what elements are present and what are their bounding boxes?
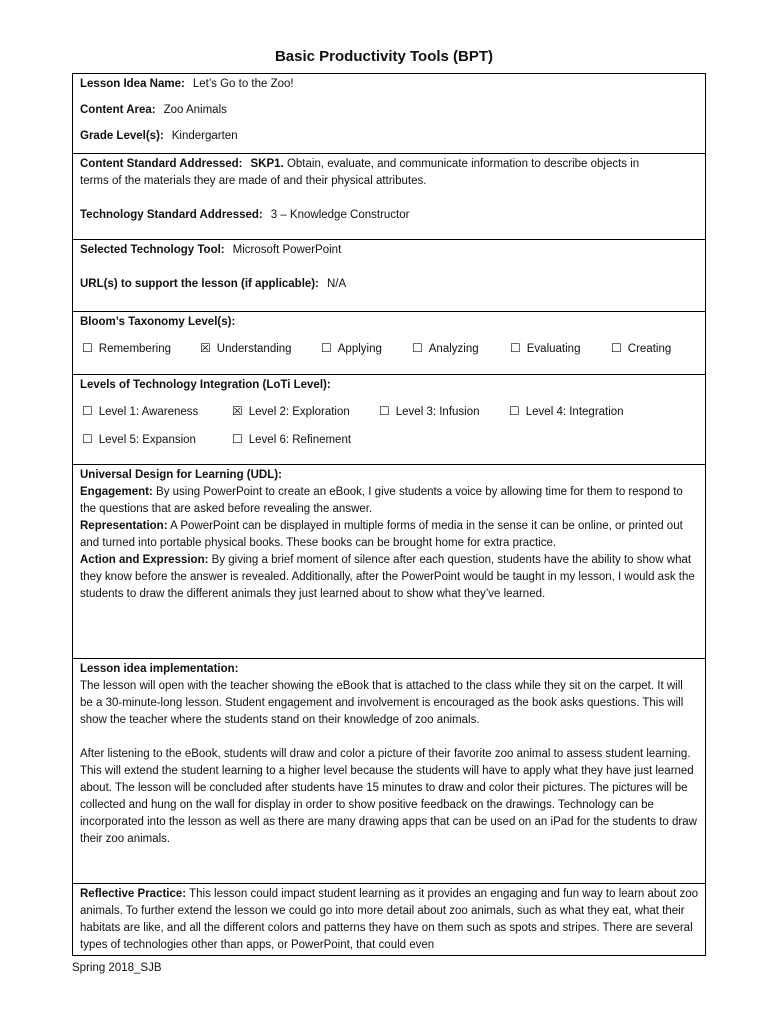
lesson-idea-label: Lesson Idea Name: — [80, 78, 185, 90]
blooms-option-label: Analyzing — [428, 343, 479, 355]
blooms-label: Bloom’s Taxonomy Level(s): — [80, 316, 236, 328]
checkbox-unchecked-icon[interactable]: ☐ — [82, 341, 93, 355]
content-standard-row-2 — [80, 173, 698, 190]
loti-option-level-6[interactable] — [232, 431, 351, 449]
checkbox-unchecked-icon[interactable]: ☐ — [232, 432, 243, 446]
blooms-option-evaluating[interactable] — [510, 340, 580, 358]
loti-option-label: Level 2: Exploration — [248, 406, 350, 418]
content-area-value: Zoo Animals — [163, 104, 227, 116]
grade-level-row — [80, 128, 698, 145]
loti-option-label: Level 4: Integration — [525, 406, 624, 418]
grade-level-value: Kindergarten — [171, 130, 238, 142]
tech-standard-row — [80, 207, 698, 224]
loti-option-label: Level 6: Refinement — [248, 434, 352, 446]
checkbox-unchecked-icon[interactable]: ☐ — [510, 341, 521, 355]
implementation-heading: Lesson idea implementation: — [80, 663, 239, 675]
content-standard-text-1: Obtain, evaluate, and communicate information to describe objects in — [286, 158, 640, 170]
checkbox-unchecked-icon[interactable]: ☐ — [321, 341, 332, 355]
blooms-option-label: Remembering — [98, 343, 171, 355]
content-standard-label: Content Standard Addressed: — [80, 158, 243, 170]
udl-engagement-label: Engagement: — [80, 486, 153, 498]
checkbox-unchecked-icon[interactable]: ☐ — [412, 341, 423, 355]
blooms-option-label: Applying — [337, 343, 382, 355]
paragraph-spacer — [80, 729, 698, 746]
loti-option-level-1[interactable] — [82, 403, 198, 421]
checkbox-checked-icon[interactable]: ☒ — [200, 341, 211, 355]
content-area-label: Content Area: — [80, 104, 156, 116]
checkbox-unchecked-icon[interactable]: ☐ — [611, 341, 622, 355]
udl-engagement — [80, 484, 698, 518]
loti-option-level-4[interactable] — [509, 403, 624, 421]
loti-option-level-2[interactable] — [232, 403, 350, 421]
lesson-info-section — [73, 74, 705, 154]
blooms-option-analyzing[interactable] — [412, 340, 479, 358]
tool-value: Microsoft PowerPoint — [232, 244, 342, 256]
blooms-option-label: Evaluating — [526, 343, 581, 355]
loti-option-level-3[interactable] — [379, 403, 480, 421]
checkbox-unchecked-icon[interactable]: ☐ — [379, 404, 390, 418]
reflective-text: This lesson could impact student learning as it provides an engaging and fun way to learn about zoo animals. To further extend the lesson we could go into more detail about zoo animals, such as what they eat, what their habitats are like, and all the different colors and patterns they have on them such as spots and stripes. There are several types of technologies other than apps, or PowerPoint, that could even — [80, 888, 698, 951]
reflective-label: Reflective Practice: — [80, 888, 187, 900]
checkbox-checked-icon[interactable]: ☒ — [232, 404, 243, 418]
implementation-section — [73, 659, 705, 884]
lesson-idea-row — [80, 76, 698, 93]
content-standard-text-2: terms of the materials they are made of and their physical attributes. — [80, 175, 427, 187]
udl-section — [73, 465, 705, 659]
loti-option-label: Level 1: Awareness — [98, 406, 199, 418]
tool-label: Selected Technology Tool: — [80, 244, 225, 256]
udl-representation-label: Representation: — [80, 520, 168, 532]
loti-label: Levels of Technology Integration (LoTi Level): — [80, 379, 331, 391]
standards-section — [73, 154, 705, 240]
blooms-option-remembering[interactable] — [82, 340, 171, 358]
checkbox-unchecked-icon[interactable]: ☐ — [82, 432, 93, 446]
grade-level-label: Grade Level(s): — [80, 130, 164, 142]
url-label: URL(s) to support the lesson (if applicable): — [80, 278, 319, 290]
lesson-idea-value: Let’s Go to the Zoo! — [192, 78, 294, 90]
checkbox-unchecked-icon[interactable]: ☐ — [82, 404, 93, 418]
loti-section — [73, 375, 705, 465]
udl-action-expression — [80, 552, 698, 603]
blooms-option-label: Creating — [627, 343, 672, 355]
content-standard-code: SKP1. — [250, 158, 284, 170]
udl-action-text: By giving a brief moment of silence after each question, students have the ability to show what they know before the answer is revealed. Additionally, after the PowerPoint would be taught in my lesson, I would ask the students to draw the different animals they just learned about to show what they’ve learned. — [80, 554, 695, 600]
lesson-plan-table — [72, 73, 706, 956]
reflective-section — [73, 884, 705, 956]
udl-action-label: Action and Expression: — [80, 554, 209, 566]
tool-row — [80, 242, 698, 259]
implementation-paragraph-1: The lesson will open with the teacher showing the eBook that is attached to the class while they sit on the carpet. It will be a 30-minute-long lesson. Student engagement and involvement is encouraged as the book asks questions. This will show the teacher where the students stand on their knowledge of zoo animals. — [80, 680, 684, 726]
implementation-paragraph-2: After listening to the eBook, students will draw and color a picture of their favorite zoo animal to assess student learning. This will extend the student learning to a higher level because the students will have to apply what they have just learned about. The lesson will be concluded after students have 15 minutes to draw and color their pictures. The pictures will be collected and hung on the wall for display in order to show positive feedback on the drawings. Technology can be incorporated into the lesson as well as there are many drawing apps that can be used on an iPad for the students to draw their zoo animals. — [80, 748, 697, 845]
blooms-option-applying[interactable] — [321, 340, 382, 358]
blooms-option-label: Understanding — [216, 343, 292, 355]
url-row — [80, 276, 698, 293]
page-footer: Spring 2018_SJB — [72, 962, 162, 974]
blooms-option-creating[interactable] — [611, 340, 671, 358]
blooms-section — [73, 312, 705, 375]
loti-option-label: Level 3: Infusion — [395, 406, 480, 418]
reflective-paragraph — [80, 886, 698, 954]
page-title: Basic Productivity Tools (BPT) — [274, 48, 494, 65]
blooms-option-understanding[interactable] — [200, 340, 292, 358]
loti-option-label: Level 5: Expansion — [98, 434, 196, 446]
tech-standard-value: 3 – Knowledge Constructor — [270, 209, 410, 221]
content-standard-row — [80, 156, 698, 173]
tech-standard-label: Technology Standard Addressed: — [80, 209, 263, 221]
udl-engagement-text: By using PowerPoint to create an eBook, I give students a voice by allowing time for them to respond to the questions that are asked before revealing the answer. — [80, 486, 683, 515]
content-area-row — [80, 102, 698, 119]
udl-heading: Universal Design for Learning (UDL): — [80, 469, 282, 481]
checkbox-unchecked-icon[interactable]: ☐ — [509, 404, 520, 418]
udl-representation-text: A PowerPoint can be displayed in multiple forms of media in the sense it can be online, or printed out and turned into portable physical books. These books can be brought home for extra practice. — [80, 520, 683, 549]
loti-option-level-5[interactable] — [82, 431, 196, 449]
url-value: N/A — [326, 278, 347, 290]
technology-tool-section — [73, 240, 705, 312]
udl-representation — [80, 518, 698, 552]
